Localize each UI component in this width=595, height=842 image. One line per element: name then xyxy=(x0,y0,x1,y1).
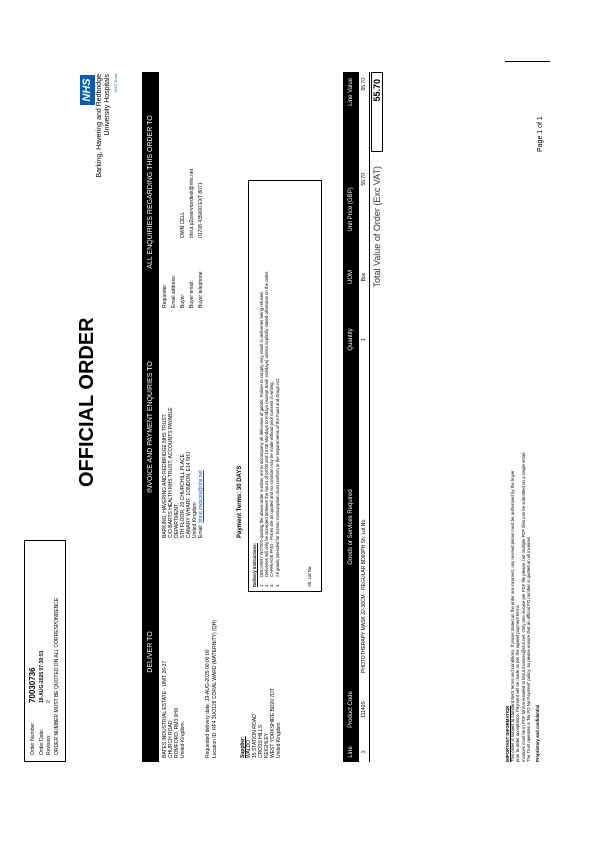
delivery-instructions-box xyxy=(248,180,322,592)
footer-confidential: Proprietary and confidential xyxy=(535,704,540,762)
cell-uom: Box xyxy=(361,272,367,282)
important-line: prior to order acceptance. Payment will be made as per the agreed payment terms. xyxy=(515,604,521,762)
invoice-address xyxy=(162,314,204,538)
order-number-label: Order Number: xyxy=(30,721,36,755)
supplier-line: KEIGHLEY xyxy=(264,732,270,758)
supplier-header: Supplier: xyxy=(240,736,246,758)
invoice-address-line: C/O BARTS HEALTH NHS TRUST, ACCOUNTS PAYABLE xyxy=(168,407,174,538)
enquiries-header: ALL ENQUIRIES REGARDING THIS ORDER TO xyxy=(142,72,159,312)
instruction-item: 1. DELIVERY NOTES quoting the above order number are to accompany all deliveries of goods. Failure to comply may result in deliveries being refused. xyxy=(259,291,264,587)
enquiry-row: Email address: xyxy=(171,274,177,308)
deliver-address-line: BATES INDUSTRIAL ESTATE - UNIT 26-27 xyxy=(162,660,168,758)
instruction-item: 2. Deliveries will only be accepted between the hours of 09:00 and 16:00 Mondays to Fridays (except Bank Holidays) unless explicitly stated otherwise on the order. xyxy=(264,270,270,587)
enquiry-row: Buyer telephone: 01708 435000 EXT 8071 xyxy=(198,182,204,308)
col-header-quantity: Quantity xyxy=(348,328,354,351)
supplier-line: WALDO xyxy=(246,739,252,758)
invoice-address-line: 5TH FLOOR, 20 CHURCHILL PLACE xyxy=(180,453,186,538)
important-line: Invoices must be in PDF format emailed to bhrut.invoices@nhs.net. Only one invoice per PDF file please, but multiple PDF files can be submitted on a single email. xyxy=(520,451,526,762)
col-header-line: Line xyxy=(348,746,354,758)
deliver-to-address xyxy=(162,548,186,758)
total-label: Total Value of Order (Exc VAT) xyxy=(372,166,382,288)
cell-goods: PHOTOTHERAPY MASK 32-38CM - REGULAR BD60PH Sh: Lot No: xyxy=(361,518,367,673)
col-header-unit-price: Unit Price (GBP) xyxy=(348,187,354,232)
deliver-to-header: DELIVER TO xyxy=(142,542,159,762)
trust-name-line2: University Hospitals xyxy=(104,74,111,136)
invoice-address-line: United Kingdom xyxy=(192,502,198,538)
cell-product-code: 11140S xyxy=(361,701,367,718)
important-line: The Trust operates a 'No PO No Payment' policy, so please ensure that an official PO number is quoted on all invoices. xyxy=(525,536,531,762)
supplier-line: WEST YORKSHIRE BD20 7DT xyxy=(270,688,276,758)
supplier-line: CROSS HILLS xyxy=(258,724,264,758)
invoice-email-row xyxy=(198,314,204,538)
revision-value: 0 xyxy=(46,700,52,703)
enquiry-row: Buyer: OWN CELL xyxy=(180,211,186,308)
enquiry-row: Buyer email: bhrut.p2pservicedesk@nhs.net xyxy=(189,168,195,308)
line-items-table xyxy=(343,72,384,762)
cell-quantity: 1 xyxy=(361,338,367,341)
invoice-address-line: BARKING, HAVERING AND REDBRIDGE NHS TRUST xyxy=(162,414,168,538)
invoice-address-line: CANARY WHARF, LONDON, E14 5HJ xyxy=(186,452,192,538)
footer-rule xyxy=(505,61,550,62)
quote-notice: ORDER NUMBER MUST BE QUOTED ON ALL CORRESPONDENCE xyxy=(54,597,60,755)
trust-name-line1: Barking, Havering and Redbridge xyxy=(96,74,103,178)
cell-line: 1 xyxy=(361,750,367,754)
important-line: This order is subject to standard NHS terms and conditions. If prices stated on the order are incorrect, any revised prices must be authorised by the buyer xyxy=(510,470,516,762)
trust-name-line3: NHS Trust xyxy=(113,74,118,93)
deliver-address-line: United Kingdom xyxy=(180,722,186,758)
col-header-uom: UOM xyxy=(348,270,354,284)
col-header-product-code: Product Code xyxy=(348,691,354,728)
payment-terms: Payment Terms: 30 DAYS xyxy=(237,465,243,538)
cell-unit-price: 55.70 xyxy=(361,173,367,186)
trust-name xyxy=(96,74,120,202)
instruction-item: 3. CARRIAGE PAID - Prices are as quoted and no variation may be made without prior consent in writing. xyxy=(269,381,275,587)
location-id: Location ID: RF4 3UO129 CORAL WARD (MATERNITY) (QH) xyxy=(212,620,218,758)
important-header: IMPORTANT INFORMATION xyxy=(505,705,510,762)
table-row xyxy=(359,72,370,762)
important-information xyxy=(505,282,531,762)
revision-label: Revision: xyxy=(46,734,52,755)
order-date-value: 18-AUG-2025 07:30:51 xyxy=(39,650,45,703)
order-number-value: 70030736 xyxy=(28,667,37,703)
ship-lot-number: Sh: Lot No: xyxy=(307,565,312,587)
nhs-logo-icon: NHS xyxy=(80,75,95,105)
delivery-instructions-header: Delivery Instructions: xyxy=(252,543,257,587)
total-row xyxy=(370,72,384,762)
col-header-goods: Goods or Services Required xyxy=(348,489,354,565)
order-date-label: Order Date: xyxy=(39,728,45,755)
invoice-address-line: DEPARTMENT, xyxy=(174,503,180,538)
enquiry-row: Requester: xyxy=(162,283,168,308)
deliver-address-line: CHURCH ROAD xyxy=(168,720,174,758)
col-header-line-value: Line Value xyxy=(348,78,354,106)
total-value: 55.70 xyxy=(371,72,383,152)
order-info-box xyxy=(24,540,66,762)
invoice-email-link[interactable]: bhrut.invoices@nhs.net xyxy=(198,470,204,523)
invoice-email-label: Email: xyxy=(198,524,204,538)
requested-delivery-date: Requested delivery date: 19-AUG-2025 00:00:00 xyxy=(205,649,211,758)
page-title: OFFICIAL ORDER xyxy=(76,317,98,487)
instruction-item: 4. All goods intended for human consumption must conform to the requirements of the Food and Drugs Act. xyxy=(274,377,280,587)
page-number: Page 1 of 1 xyxy=(537,116,544,152)
delivery-instructions-list xyxy=(259,187,280,587)
enquiries-block xyxy=(162,72,207,308)
supplier-line: 15 STATION ROAD xyxy=(252,714,258,758)
table-header-row xyxy=(343,72,359,762)
supplier-line: United Kingdom xyxy=(276,722,282,758)
invoice-header: INVOICE AND PAYMENT ENQUIRIES TO xyxy=(142,312,159,542)
deliver-address-line: ROMFORD, RM3 0HX xyxy=(174,707,180,758)
cell-line-value: 55.70 xyxy=(361,78,367,91)
